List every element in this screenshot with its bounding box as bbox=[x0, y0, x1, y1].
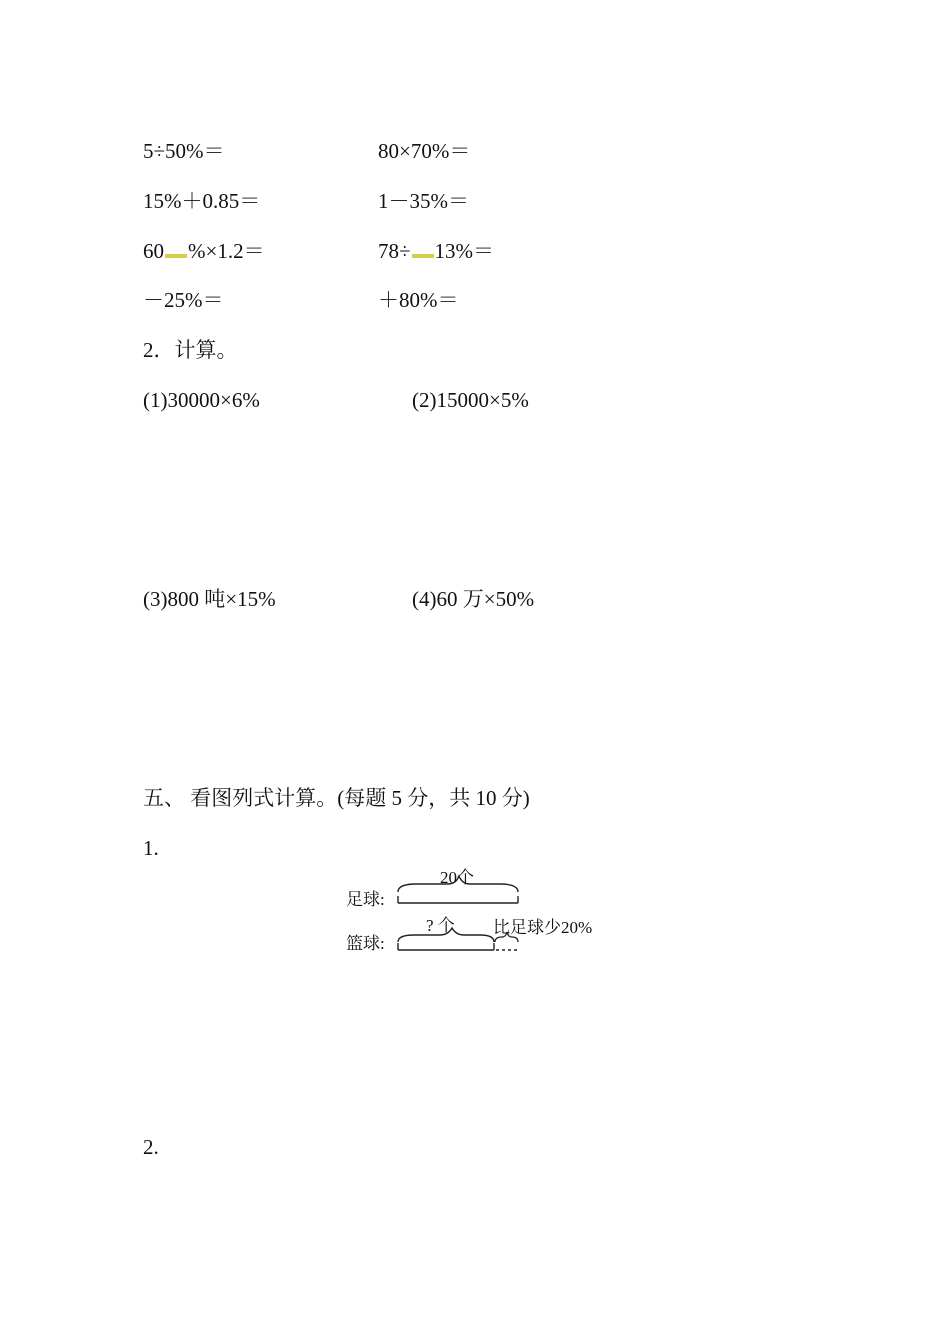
oral-row3-left-a: 60 bbox=[143, 239, 164, 263]
oral-row1-left: 5÷50%＝ bbox=[143, 139, 225, 163]
diagram-row2-label: 篮球: bbox=[346, 934, 385, 953]
diagram-question-label: ? 个 bbox=[426, 916, 455, 935]
diagram-top-label: 20个 bbox=[440, 868, 474, 887]
oral-row2-right: 1－35%＝ bbox=[378, 189, 469, 213]
section5-title: 五、 看图列式计算。(每题 5 分，共 10 分) bbox=[143, 786, 530, 810]
fill-blank[interactable] bbox=[412, 254, 434, 258]
oral-row3-right-a: 78÷ bbox=[378, 239, 411, 263]
oral-row3-left bbox=[143, 238, 265, 264]
oral-row3-right-b: 13%＝ bbox=[434, 239, 495, 263]
section5-q2-number: 2. bbox=[143, 1135, 159, 1159]
oral-row1-right: 80×70%＝ bbox=[378, 139, 471, 163]
diagram-note: 比足球少20% bbox=[493, 918, 593, 937]
diagram-row1-label: 足球: bbox=[346, 890, 385, 909]
q2-item-1: (1)30000×6% bbox=[143, 388, 260, 412]
q2-item-2: (2)15000×5% bbox=[412, 388, 529, 412]
q2-item-3: (3)800 吨×15% bbox=[143, 587, 276, 611]
line-segment-diagram bbox=[340, 862, 620, 962]
oral-row3-left-b: %×1.2＝ bbox=[188, 239, 265, 263]
oral-row4-right: ＋80%＝ bbox=[378, 288, 459, 312]
football-segment bbox=[398, 896, 518, 903]
oral-row2-left: 15%＋0.85＝ bbox=[143, 189, 261, 213]
oral-row4-left: －25%＝ bbox=[143, 288, 224, 312]
section5-q1-number: 1. bbox=[143, 836, 159, 860]
q2-title: 2．计算。 bbox=[143, 338, 238, 362]
oral-row3-right bbox=[378, 238, 494, 264]
q2-item-4: (4)60 万×50% bbox=[412, 587, 535, 611]
basketball-segment bbox=[398, 943, 494, 950]
fill-blank[interactable] bbox=[165, 254, 187, 258]
